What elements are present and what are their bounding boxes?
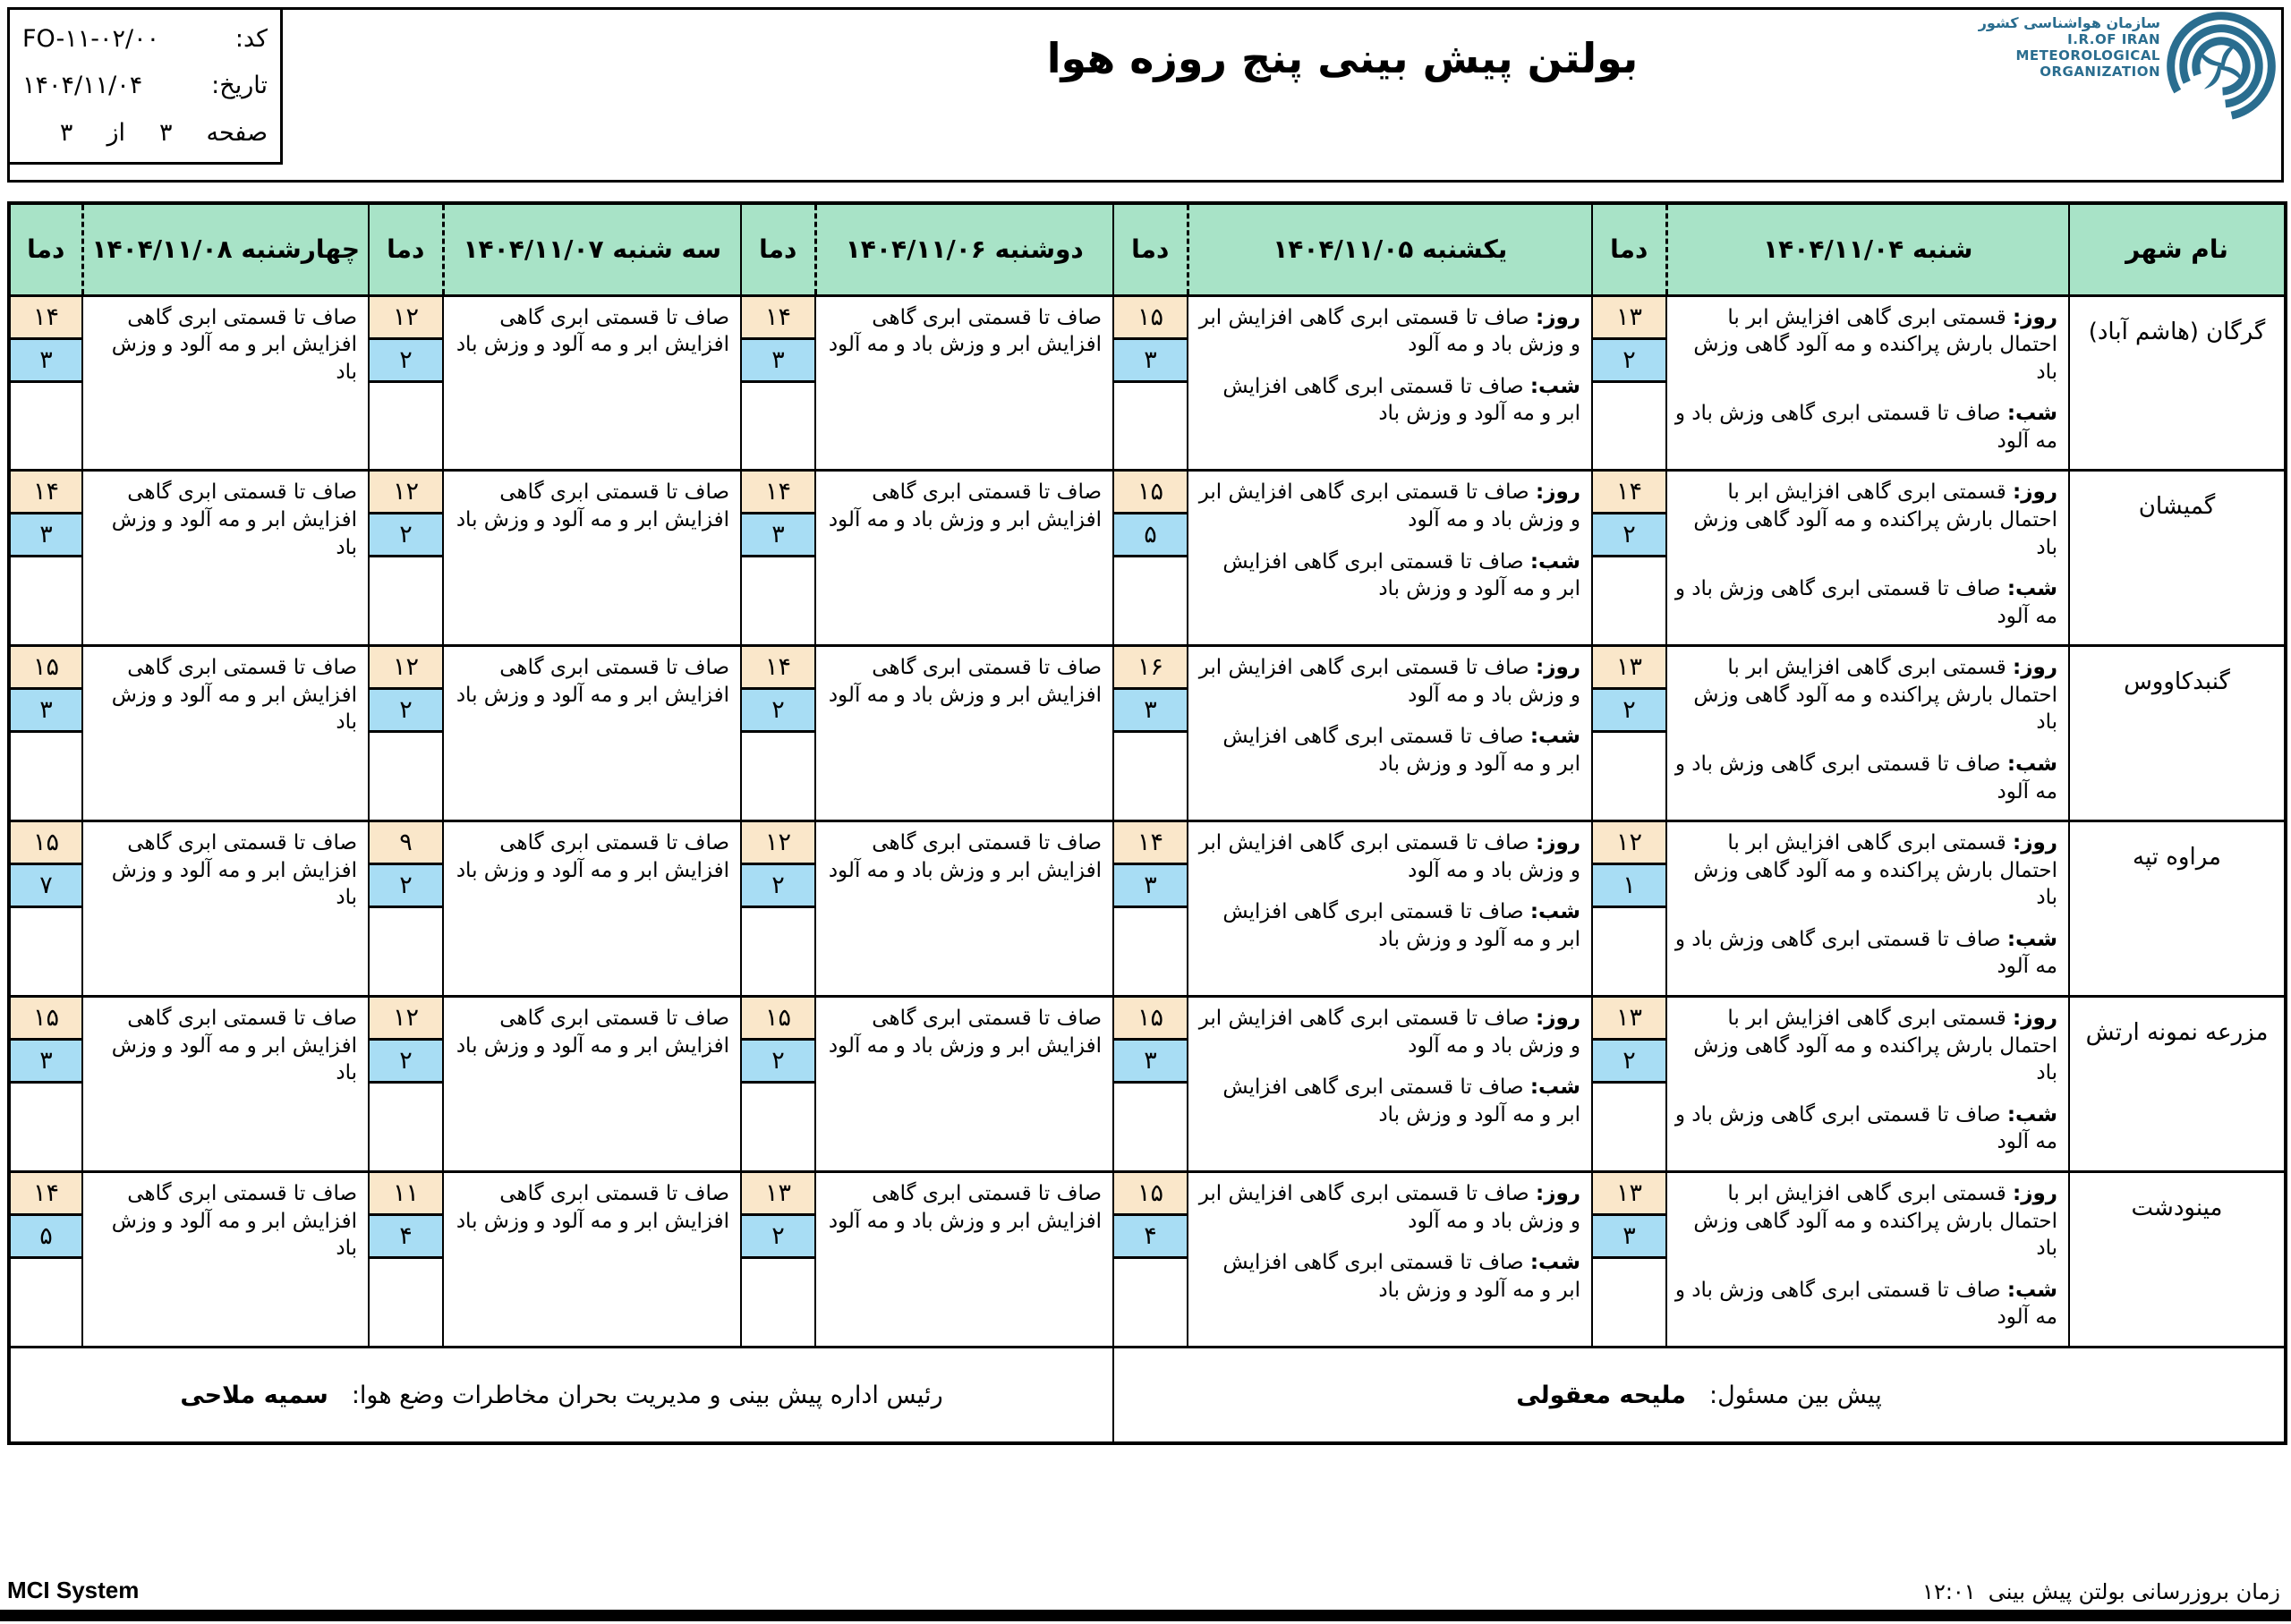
forecast-night-text [1674,1277,2057,1331]
temp-tue [369,997,443,1172]
temp-sun [1113,471,1188,646]
doc-code-row [22,25,268,53]
forecast-day-text [1196,1005,1580,1059]
forecast-day-text [1674,304,2057,387]
temp-max: ۹ [370,822,442,865]
table-header-row [9,203,2286,295]
forecast-night-text [1674,751,2057,805]
night-label: شب: [1529,900,1580,924]
temp-min: ۲ [742,1216,814,1259]
forecast-night-text [1196,1249,1580,1304]
forecast-text: صاف تا قسمتی ابری گاهی افزایش ابر و مه آلود و وزش باد [111,480,357,559]
temp-min: ۳ [1114,690,1187,733]
temp-sat [1592,471,1666,646]
forecast-tue [443,1171,741,1347]
night-label: شب: [2006,927,2057,951]
forecast-wed [82,295,369,471]
temp-tue [369,646,443,821]
forecast-text: صاف تا قسمتی ابری گاهی افزایش ابر و مه آلود و وزش باد [456,1181,729,1233]
temp-max: ۱۳ [1593,998,1665,1041]
temp-max: ۱۲ [742,822,814,865]
temp-max: ۱۱ [370,1173,442,1216]
forecast-table [7,201,2287,1445]
forecast-tue [443,295,741,471]
temp-max: ۱۶ [1114,647,1187,690]
day-forecast: صاف تا قسمتی ابری گاهی افزایش ابر و وزش باد و مه آلود [1198,480,1580,531]
forecast-day-text [1196,829,1580,884]
forecast-wed [82,646,369,821]
day-label: روز: [1536,1181,1580,1205]
day-label: روز: [1536,1007,1580,1031]
forecast-text: صاف تا قسمتی ابری گاهی افزایش ابر و مه آلود و وزش باد [456,480,729,531]
temp-tue [369,1171,443,1347]
forecast-tue [443,646,741,821]
night-forecast: صاف تا قسمتی ابری گاهی افزایش ابر و مه آلود و وزش باد [1222,1076,1580,1127]
forecast-night-text [1196,373,1580,428]
forecast-wed [82,997,369,1172]
day-label: روز: [2013,831,2057,855]
temp-max: ۱۴ [1114,822,1187,865]
day-forecast: صاف تا قسمتی ابری گاهی افزایش ابر و وزش باد و مه آلود [1198,305,1580,357]
day-label: روز: [2013,305,2057,329]
temp-max: ۱۵ [11,998,81,1041]
temp-min: ۷ [11,865,81,908]
temp-sun [1113,295,1188,471]
forecast-day-text [1196,1180,1580,1235]
day-label: روز: [1536,480,1580,505]
forecast-text: صاف تا قسمتی ابری گاهی افزایش ابر و وزش باد و مه آلود [828,1007,1102,1058]
page-total: ۳ [59,119,73,148]
forecast-wed [82,821,369,997]
temp-max: ۱۵ [1114,297,1187,340]
forecast-sun [1188,997,1592,1172]
forecast-text: صاف تا قسمتی ابری گاهی افزایش ابر و وزش باد و مه آلود [828,656,1102,707]
temp-wed [9,646,82,821]
night-label: شب: [1529,549,1580,574]
org-name-fa: سازمان هواشناسی کشور [1978,14,2160,31]
org-name-en-2: METEOROLOGICAL [2015,47,2160,64]
night-label: شب: [2006,1278,2057,1302]
header-temp-tuesday: دما [369,203,443,295]
temp-max: ۱۲ [370,998,442,1041]
org-name-en-1: I.R.OF IRAN [2067,31,2160,47]
day-forecast: صاف تا قسمتی ابری گاهی افزایش ابر و وزش باد و مه آلود [1198,1181,1580,1233]
forecast-tue [443,997,741,1172]
city-name: گنبدکاووس [2069,646,2286,821]
chief-signature [9,1347,1113,1443]
day-label: روز: [1536,656,1580,680]
night-label: شب: [1529,374,1580,398]
temp-max: ۱۴ [742,647,814,690]
temp-max: ۱۴ [11,472,81,514]
temp-max: ۱۵ [1114,1173,1187,1216]
forecast-mon [815,997,1113,1172]
page-number: ۳ [158,119,173,148]
chief-label: رئیس اداره پیش بینی و مدیریت بحران مخاطرات وضع هوا: [351,1381,943,1409]
forecast-tue [443,471,741,646]
forecast-wed [82,471,369,646]
forecast-sun [1188,646,1592,821]
day-label: روز: [2013,656,2057,680]
temp-sun [1113,646,1188,821]
night-label: شب: [2006,752,2057,777]
update-time-value: ۱۲:۰۱ [1922,1579,1976,1604]
forecast-mon [815,1171,1113,1347]
forecast-sat [1666,471,2069,646]
forecast-day-text [1196,304,1580,359]
forecast-night-text [1196,548,1580,603]
temp-min: ۲ [1593,1041,1665,1084]
city-name: گرگان (هاشم آباد) [2069,295,2286,471]
night-label: شب: [2006,402,2057,426]
temp-min: ۳ [1114,865,1187,908]
night-forecast: صاف تا قسمتی ابری گاهی وزش باد و مه آلود [1674,752,2057,803]
temp-min: ۳ [1593,1216,1665,1259]
page-label: صفحه [206,119,268,148]
forecast-text: صاف تا قسمتی ابری گاهی افزایش ابر و مه آلود و وزش باد [111,831,357,910]
temp-min: ۳ [1114,340,1187,383]
temp-sat [1592,295,1666,471]
temp-sat [1592,997,1666,1172]
forecast-mon [815,295,1113,471]
temp-min: ۲ [370,1041,442,1084]
day-label: روز: [1536,831,1580,855]
table-row [9,471,2286,646]
temp-max: ۱۵ [11,647,81,690]
temp-max: ۱۳ [1593,1173,1665,1216]
city-name: گمیشان [2069,471,2286,646]
temp-tue [369,295,443,471]
night-label: شب: [1529,725,1580,749]
forecast-text: صاف تا قسمتی ابری گاهی افزایش ابر و مه آلود و وزش باد [111,1181,357,1261]
temp-mon [741,1171,815,1347]
header-city: نام شهر [2069,203,2286,295]
bottom-rule [0,1610,2291,1621]
temp-min: ۲ [742,690,814,733]
temp-min: ۱ [1593,865,1665,908]
day-forecast: قسمتی ابری گاهی افزایش ابر با احتمال بارش پراکنده و مه آلود گاهی وزش باد [1693,1181,2057,1261]
temp-min: ۴ [370,1216,442,1259]
forecast-sat [1666,295,2069,471]
forecast-night-text [1196,898,1580,953]
temp-max: ۱۴ [742,297,814,340]
doc-date-row [22,72,268,99]
day-forecast: صاف تا قسمتی ابری گاهی افزایش ابر و وزش باد و مه آلود [1198,656,1580,707]
table-row [9,646,2286,821]
temp-tue [369,821,443,997]
forecast-night-text [1674,1101,2057,1156]
temp-min: ۳ [11,690,81,733]
night-forecast: صاف تا قسمتی ابری گاهی وزش باد و مه آلود [1674,577,2057,628]
night-forecast: صاف تا قسمتی ابری گاهی وزش باد و مه آلود [1674,402,2057,453]
day-forecast: صاف تا قسمتی ابری گاهی افزایش ابر و وزش باد و مه آلود [1198,1007,1580,1058]
temp-min: ۳ [742,340,814,383]
forecast-text: صاف تا قسمتی ابری گاهی افزایش ابر و مه آلود و وزش باد [456,305,729,357]
night-label: شب: [2006,577,2057,601]
day-forecast: صاف تا قسمتی ابری گاهی افزایش ابر و وزش باد و مه آلود [1198,831,1580,882]
temp-wed [9,295,82,471]
night-forecast: صاف تا قسمتی ابری گاهی وزش باد و مه آلود [1674,1102,2057,1154]
day-label: روز: [1536,305,1580,329]
night-forecast: صاف تا قسمتی ابری گاهی وزش باد و مه آلود [1674,1278,2057,1330]
header-temp-sunday: دما [1113,203,1188,295]
temp-min: ۳ [11,340,81,383]
table-row [9,1171,2286,1347]
header-temp-monday: دما [741,203,815,295]
night-label: شب: [1529,1251,1580,1275]
forecast-day-text [1674,654,2057,736]
doc-page-row [22,119,268,147]
temp-min: ۲ [742,1041,814,1084]
temp-min: ۲ [1593,340,1665,383]
header-saturday: شنبه ۱۴۰۴/۱۱/۰۴ [1666,203,2069,295]
temp-max: ۱۲ [370,472,442,514]
day-forecast: قسمتی ابری گاهی افزایش ابر با احتمال بارش پراکنده و مه آلود گاهی وزش باد [1693,656,2057,735]
temp-min: ۲ [370,865,442,908]
night-forecast: صاف تا قسمتی ابری گاهی افزایش ابر و مه آلود و وزش باد [1222,725,1580,777]
org-name-en-3: ORGANIZATION [2040,64,2160,80]
forecast-night-text [1196,723,1580,778]
forecast-day-text [1196,654,1580,709]
city-name: مینودشت [2069,1171,2286,1347]
temp-min: ۲ [1593,690,1665,733]
forecast-text: صاف تا قسمتی ابری گاهی افزایش ابر و مه آلود و وزش باد [111,656,357,735]
temp-mon [741,646,815,821]
forecast-text: صاف تا قسمتی ابری گاهی افزایش ابر و مه آلود و وزش باد [456,831,729,882]
temp-max: ۱۵ [1114,472,1187,514]
temp-max: ۱۲ [370,647,442,690]
temp-min: ۵ [11,1216,81,1259]
temp-min: ۲ [370,690,442,733]
doc-date-value: ۱۴۰۴/۱۱/۰۴ [22,72,143,100]
header-monday: دوشنبه ۱۴۰۴/۱۱/۰۶ [815,203,1113,295]
day-label: روز: [2013,1181,2057,1205]
forecaster-name: ملیحه معقولی [1516,1381,1686,1409]
temp-min: ۲ [370,340,442,383]
forecast-text: صاف تا قسمتی ابری گاهی افزایش ابر و مه آلود و وزش باد [456,656,729,707]
forecast-day-text [1674,1005,2057,1087]
temp-min: ۳ [1114,1041,1187,1084]
temp-max: ۱۳ [1593,647,1665,690]
forecast-day-text [1674,1180,2057,1263]
forecast-text: صاف تا قسمتی ابری گاهی افزایش ابر و وزش باد و مه آلود [828,831,1102,882]
forecaster-label: پیش بین مسئول: [1708,1381,1882,1409]
forecast-night-text [1196,1074,1580,1128]
forecast-text: صاف تا قسمتی ابری گاهی افزایش ابر و وزش باد و مه آلود [828,480,1102,531]
table-row [9,295,2286,471]
forecast-mon [815,821,1113,997]
temp-wed [9,471,82,646]
forecast-mon [815,646,1113,821]
day-forecast: قسمتی ابری گاهی افزایش ابر با احتمال بارش پراکنده و مه آلود گاهی وزش باد [1693,1007,2057,1085]
temp-tue [369,471,443,646]
forecast-tue [443,821,741,997]
header-temp-saturday: دما [1592,203,1666,295]
table-row [9,997,2286,1172]
forecast-wed [82,1171,369,1347]
table-row [9,821,2286,997]
temp-max: ۱۵ [1114,998,1187,1041]
temp-max: ۱۳ [1593,297,1665,340]
temp-sun [1113,997,1188,1172]
night-forecast: صاف تا قسمتی ابری گاهی افزایش ابر و مه آلود و وزش باد [1222,900,1580,951]
night-forecast: صاف تا قسمتی ابری گاهی افزایش ابر و مه آلود و وزش باد [1222,1251,1580,1302]
forecast-sun [1188,295,1592,471]
temp-sat [1592,821,1666,997]
temp-min: ۲ [742,865,814,908]
temp-mon [741,821,815,997]
forecast-night-text [1674,926,2057,981]
doc-date-label: تاریخ: [211,72,268,100]
night-forecast: صاف تا قسمتی ابری گاهی وزش باد و مه آلود [1674,927,2057,979]
temp-max: ۱۴ [11,1173,81,1216]
forecast-sat [1666,1171,2069,1347]
temp-max: ۱۴ [11,297,81,340]
forecast-text: صاف تا قسمتی ابری گاهی افزایش ابر و وزش باد و مه آلود [828,305,1102,357]
doc-code-value: FO-۱۱-۰۲/۰۰ [22,24,160,53]
temp-min: ۳ [11,514,81,557]
temp-mon [741,471,815,646]
temp-min: ۵ [1114,514,1187,557]
header-temp-wednesday: دما [9,203,82,295]
temp-mon [741,295,815,471]
forecast-text: صاف تا قسمتی ابری گاهی افزایش ابر و مه آلود و وزش باد [456,1007,729,1058]
temp-min: ۲ [370,514,442,557]
temp-max: ۱۵ [742,998,814,1041]
temp-min: ۴ [1114,1216,1187,1259]
forecast-day-text [1674,479,2057,561]
temp-max: ۱۴ [742,472,814,514]
temp-min: ۳ [742,514,814,557]
signatures-row [9,1347,2286,1443]
temp-max: ۱۲ [370,297,442,340]
forecast-mon [815,471,1113,646]
meteorology-spiral-icon [2164,9,2278,123]
page-title: بولتن پیش بینی پنج روزه هوا [1046,34,1639,82]
forecast-sat [1666,646,2069,821]
forecast-sat [1666,821,2069,997]
temp-sun [1113,821,1188,997]
update-time-row [1922,1579,2280,1604]
forecaster-signature [1113,1347,2286,1443]
temp-wed [9,821,82,997]
night-label: شب: [1529,1076,1580,1100]
system-name: MCI System [7,1577,140,1603]
city-name: مراوه تپه [2069,821,2286,997]
forecast-sun [1188,821,1592,997]
temp-max: ۱۲ [1593,822,1665,865]
temp-sat [1592,646,1666,821]
forecast-day-text [1674,829,2057,912]
organization-logo [1979,9,2278,123]
temp-mon [741,997,815,1172]
day-forecast: قسمتی ابری گاهی افزایش ابر با احتمال بارش پراکنده و مه آلود گاهی وزش باد [1693,831,2057,910]
organization-logo-text [1979,14,2160,80]
forecast-text: صاف تا قسمتی ابری گاهی افزایش ابر و مه آلود و وزش باد [111,1007,357,1085]
doc-code-label: کد: [234,24,268,53]
temp-max: ۱۳ [742,1173,814,1216]
day-label: روز: [2013,480,2057,505]
temp-wed [9,1171,82,1347]
temp-sun [1113,1171,1188,1347]
night-forecast: صاف تا قسمتی ابری گاهی افزایش ابر و مه آلود و وزش باد [1222,549,1580,601]
chief-name: سمیه ملاحی [180,1381,328,1409]
day-label: روز: [2013,1007,2057,1031]
header-wednesday: چهارشنبه ۱۴۰۴/۱۱/۰۸ [82,203,369,295]
temp-sat [1592,1171,1666,1347]
forecast-sun [1188,471,1592,646]
temp-max: ۱۴ [1593,472,1665,514]
night-forecast: صاف تا قسمتی ابری گاهی افزایش ابر و مه آلود و وزش باد [1222,374,1580,426]
update-time-label: زمان بروزرسانی بولتن پیش بینی [1988,1579,2280,1604]
forecast-text: صاف تا قسمتی ابری گاهی افزایش ابر و مه آلود و وزش باد [111,305,357,384]
forecast-text: صاف تا قسمتی ابری گاهی افزایش ابر و وزش باد و مه آلود [828,1181,1102,1233]
page-of-label: از [106,119,125,148]
night-label: شب: [2006,1102,2057,1127]
temp-wed [9,997,82,1172]
forecast-day-text [1196,479,1580,533]
forecast-night-text [1674,575,2057,630]
city-name: مزرعه نمونه ارتش [2069,997,2286,1172]
temp-min: ۲ [1593,514,1665,557]
forecast-sun [1188,1171,1592,1347]
forecast-night-text [1674,400,2057,455]
header-tuesday: سه شنبه ۱۴۰۴/۱۱/۰۷ [443,203,741,295]
doc-info-box [7,7,283,165]
forecast-sat [1666,997,2069,1172]
header-sunday: یکشنبه ۱۴۰۴/۱۱/۰۵ [1188,203,1592,295]
temp-min: ۳ [11,1041,81,1084]
day-forecast: قسمتی ابری گاهی افزایش ابر با احتمال بارش پراکنده و مه آلود گاهی وزش باد [1693,305,2057,384]
day-forecast: قسمتی ابری گاهی افزایش ابر با احتمال بارش پراکنده و مه آلود گاهی وزش باد [1693,480,2057,559]
temp-max: ۱۵ [11,822,81,865]
